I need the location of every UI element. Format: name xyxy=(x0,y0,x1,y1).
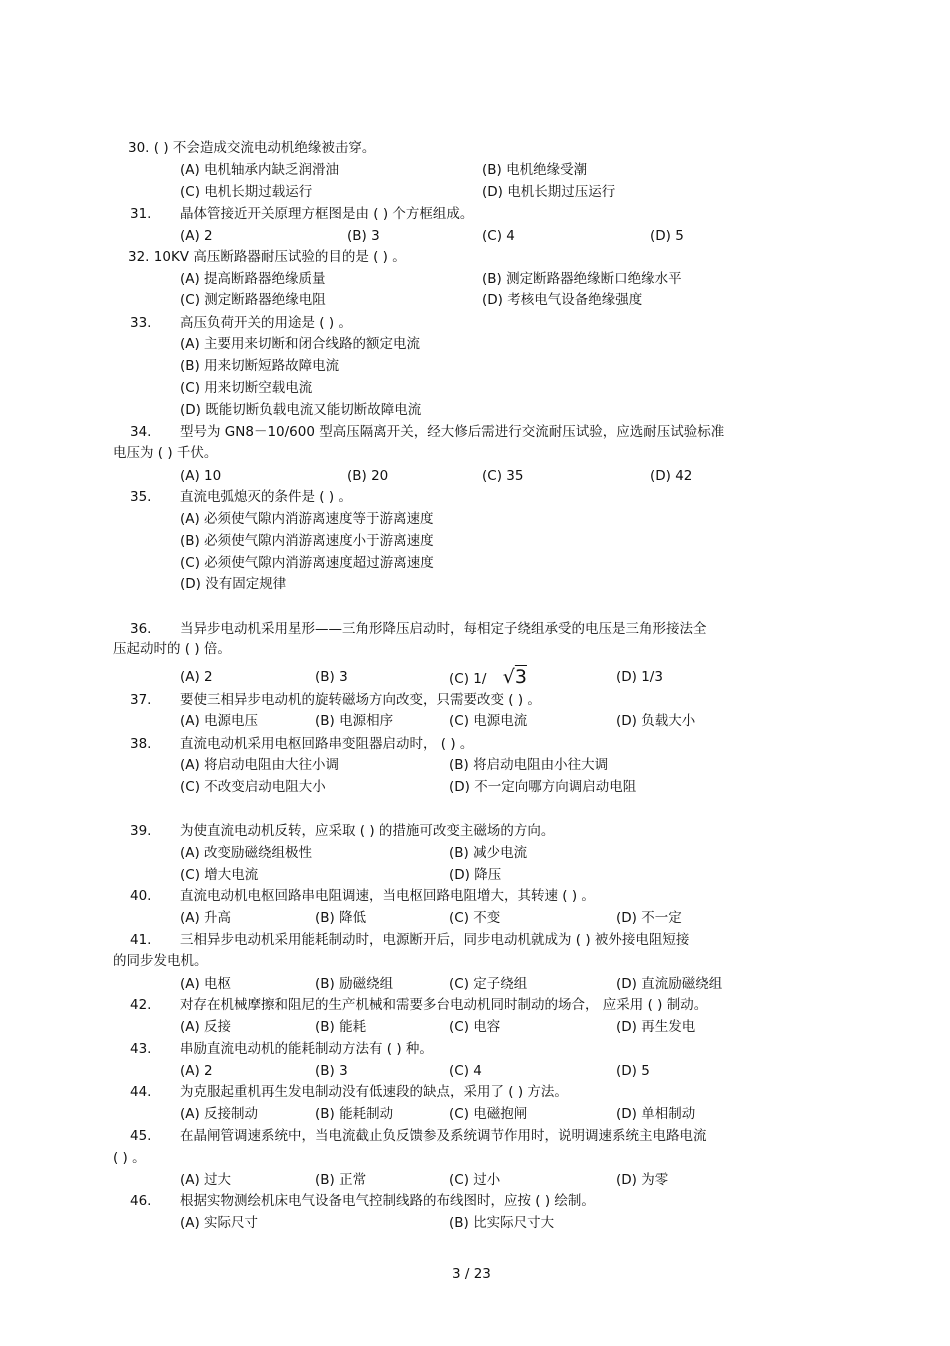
q30-option-b: (B) 电机绝缘受潮 xyxy=(482,162,588,178)
q42-option-c: (C) 电容 xyxy=(449,1019,501,1035)
q36-option-b: (B) 3 xyxy=(315,669,348,685)
q39-option-d: (D) 降压 xyxy=(449,867,502,883)
q31-option-c: (C) 4 xyxy=(482,228,515,244)
q33-option-c: (C) 用来切断空载电流 xyxy=(180,380,313,396)
q30-option-a: (A) 电机轴承内缺乏润滑油 xyxy=(180,162,340,178)
q36-number: 36. xyxy=(130,621,152,637)
q34-option-d: (D) 42 xyxy=(650,468,693,484)
question-41-continued: 的同步发电机。 xyxy=(113,953,208,969)
q30-option-c: (C) 电机长期过载运行 xyxy=(180,184,313,200)
q40-option-a: (A) 升高 xyxy=(180,910,232,926)
q37-option-a: (A) 电源电压 xyxy=(180,713,259,729)
q40-option-b: (B) 降低 xyxy=(315,910,367,926)
question-37: 要使三相异步电动机的旋转磁场方向改变，只需要改变 ( ) 。 xyxy=(180,692,541,708)
q45-option-a: (A) 过大 xyxy=(180,1172,232,1188)
question-30: 30. ( ) 不会造成交流电动机绝缘被击穿。 xyxy=(128,140,376,156)
question-42: 对存在机械摩擦和阻尼的生产机械和需要多台电动机同时制动的场合， 应采用 ( ) 制动。 xyxy=(180,997,708,1013)
q39-option-a: (A) 改变励磁绕组极性 xyxy=(180,845,313,861)
q31-option-d: (D) 5 xyxy=(650,228,684,244)
q37-option-d: (D) 负载大小 xyxy=(616,713,696,729)
q38-number: 38. xyxy=(130,736,152,752)
q42-option-a: (A) 反接 xyxy=(180,1019,232,1035)
q32-option-b: (B) 测定断路器绝缘断口绝缘水平 xyxy=(482,271,682,287)
q44-number: 44. xyxy=(130,1084,152,1100)
question-34-continued: 电压为 ( ) 千伏。 xyxy=(113,445,218,461)
q35-option-d: (D) 没有固定规律 xyxy=(180,576,287,592)
q46-option-b: (B) 比实际尺寸大 xyxy=(449,1215,555,1231)
q31-option-b: (B) 3 xyxy=(347,228,380,244)
q40-number: 40. xyxy=(130,888,152,904)
q41-option-d: (D) 直流励磁绕组 xyxy=(616,976,723,992)
q34-number: 34. xyxy=(130,424,152,440)
q43-option-b: (B) 3 xyxy=(315,1063,348,1079)
q35-option-c: (C) 必须使气隙内消游离速度超过游离速度 xyxy=(180,555,434,571)
question-40: 直流电动机电枢回路串电阻调速，当电枢回路电阻增大，其转速 ( ) 。 xyxy=(180,888,595,904)
q45-option-d: (D) 为零 xyxy=(616,1172,669,1188)
q45-option-c: (C) 过小 xyxy=(449,1172,501,1188)
q43-number: 43. xyxy=(130,1041,152,1057)
q33-option-a: (A) 主要用来切断和闭合线路的额定电流 xyxy=(180,336,421,352)
q32-option-d: (D) 考核电气设备绝缘强度 xyxy=(482,292,643,308)
q42-number: 42. xyxy=(130,997,152,1013)
q32-option-c: (C) 测定断路器绝缘电阻 xyxy=(180,292,326,308)
q41-option-c: (C) 定子绕组 xyxy=(449,976,528,992)
q32-option-a: (A) 提高断路器绝缘质量 xyxy=(180,271,326,287)
q34-option-a: (A) 10 xyxy=(180,468,222,484)
question-31: 晶体管接近开关原理方框图是由 ( ) 个方框组成。 xyxy=(180,206,474,222)
q39-option-b: (B) 减少电流 xyxy=(449,845,528,861)
q39-number: 39. xyxy=(130,823,152,839)
q33-number: 33. xyxy=(130,315,152,331)
question-45-continued: ( ) 。 xyxy=(113,1150,146,1166)
q42-option-d: (D) 再生发电 xyxy=(616,1019,696,1035)
question-43: 串励直流电动机的能耗制动方法有 ( ) 种。 xyxy=(180,1041,433,1057)
q44-option-a: (A) 反接制动 xyxy=(180,1106,259,1122)
question-46: 根据实物测绘机床电气设备电气控制线路的布线图时，应按 ( ) 绘制。 xyxy=(180,1193,595,1209)
q39-option-c: (C) 增大电流 xyxy=(180,867,259,883)
question-41: 三相异步电动机采用能耗制动时，电源断开后，同步电动机就成为 ( ) 被外接电阻短接 xyxy=(180,932,690,948)
radicand: 3 xyxy=(514,666,527,688)
q36-option-d: (D) 1/3 xyxy=(616,669,663,685)
q45-number: 45. xyxy=(130,1128,152,1144)
q44-option-d: (D) 单相制动 xyxy=(616,1106,696,1122)
q36-option-a: (A) 2 xyxy=(180,669,213,685)
question-34: 型号为 GN8－10/600 型高压隔离开关，经大修后需进行交流耐压试验，应选耐压试验标准 xyxy=(180,424,725,440)
question-44: 为克服起重机再生发电制动没有低速段的缺点，采用了 ( ) 方法。 xyxy=(180,1084,568,1100)
q43-option-c: (C) 4 xyxy=(449,1063,482,1079)
question-35: 直流电弧熄灭的条件是 ( ) 。 xyxy=(180,489,352,505)
q30-option-d: (D) 电机长期过压运行 xyxy=(482,184,616,200)
question-33: 高压负荷开关的用途是 ( ) 。 xyxy=(180,315,352,331)
q31-option-a: (A) 2 xyxy=(180,228,213,244)
q36-option-c xyxy=(449,668,527,688)
q36-option-c-prefix: (C) 1/ xyxy=(449,671,487,687)
q38-option-c: (C) 不改变启动电阻大小 xyxy=(180,779,326,795)
q33-option-d: (D) 既能切断负载电流又能切断故障电流 xyxy=(180,402,422,418)
question-32: 32. 10KV 高压断路器耐压试验的目的是 ( ) 。 xyxy=(128,249,406,265)
q35-option-a: (A) 必须使气隙内消游离速度等于游离速度 xyxy=(180,511,434,527)
q43-option-a: (A) 2 xyxy=(180,1063,213,1079)
q40-option-d: (D) 不一定 xyxy=(616,910,682,926)
q35-number: 35. xyxy=(130,489,152,505)
q44-option-b: (B) 能耗制动 xyxy=(315,1106,394,1122)
q38-option-d: (D) 不一定向哪方向调启动电阻 xyxy=(449,779,637,795)
q42-option-b: (B) 能耗 xyxy=(315,1019,367,1035)
q34-option-c: (C) 35 xyxy=(482,468,524,484)
q37-option-c: (C) 电源电流 xyxy=(449,713,528,729)
q46-option-a: (A) 实际尺寸 xyxy=(180,1215,259,1231)
question-45: 在晶闸管调速系统中，当电流截止负反馈参及系统调节作用时，说明调速系统主电路电流 xyxy=(180,1128,707,1144)
square-root-icon: √3 xyxy=(490,666,527,688)
q43-option-d: (D) 5 xyxy=(616,1063,650,1079)
question-36-continued: 压起动时的 ( ) 倍。 xyxy=(113,641,231,657)
q31-number: 31. xyxy=(130,206,152,222)
q38-option-b: (B) 将启动电阻由小往大调 xyxy=(449,757,609,773)
q40-option-c: (C) 不变 xyxy=(449,910,501,926)
q41-number: 41. xyxy=(130,932,152,948)
question-36: 当异步电动机采用星形——三角形降压启动时，每相定子绕组承受的电压是三角形接法全 xyxy=(180,621,707,637)
q34-option-b: (B) 20 xyxy=(347,468,389,484)
question-39: 为使直流电动机反转，应采取 ( ) 的措施可改变主磁场的方向。 xyxy=(180,823,555,839)
q46-number: 46. xyxy=(130,1193,152,1209)
q33-option-b: (B) 用来切断短路故障电流 xyxy=(180,358,340,374)
q35-option-b: (B) 必须使气隙内消游离速度小于游离速度 xyxy=(180,533,434,549)
q38-option-a: (A) 将启动电阻由大往小调 xyxy=(180,757,340,773)
q37-option-b: (B) 电源相序 xyxy=(315,713,394,729)
q41-option-a: (A) 电枢 xyxy=(180,976,232,992)
page-number: 3 / 23 xyxy=(452,1266,491,1282)
question-38: 直流电动机采用电枢回路串变阻器启动时， ( ) 。 xyxy=(180,736,474,752)
q44-option-c: (C) 电磁抱闸 xyxy=(449,1106,528,1122)
q37-number: 37. xyxy=(130,692,152,708)
q41-option-b: (B) 励磁绕组 xyxy=(315,976,394,992)
q45-option-b: (B) 正常 xyxy=(315,1172,367,1188)
